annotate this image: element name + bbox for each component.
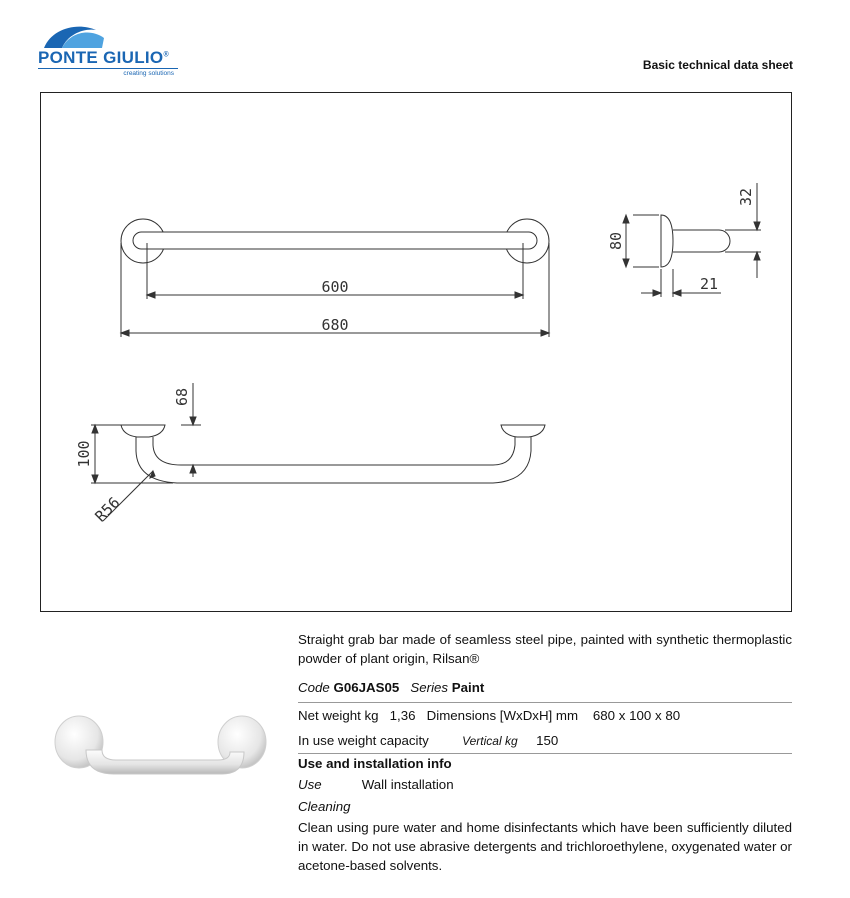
dim-r56: R56 — [91, 493, 124, 526]
dim-100: 100 — [75, 440, 93, 468]
cleaning-text: Clean using pure water and home disinfectants which have been sufficiently diluted in water. Do not use abrasive detergents and trichloroethylene, oxygenated water or acetone-based solvents. — [298, 820, 792, 873]
weight-label: Net weight kg — [298, 708, 379, 723]
dim-21: 21 — [699, 275, 719, 293]
code-row — [298, 680, 792, 702]
use-value: Wall installation — [361, 777, 454, 792]
dimensions-label: Dimensions [WxDxH] mm — [426, 708, 579, 723]
logo-wordmark: PONTE GIULIO® — [38, 48, 169, 67]
dim-32: 32 — [737, 187, 755, 207]
dimensions-value: 680 x 100 x 80 — [592, 708, 681, 723]
product-info — [298, 630, 792, 875]
cleaning-label: Cleaning — [298, 799, 351, 814]
vertical-label: Vertical kg — [462, 734, 518, 748]
dim-600: 600 — [321, 278, 349, 296]
code-label: Code — [298, 680, 330, 695]
logo-wave-icon — [38, 22, 180, 50]
use-row — [298, 774, 792, 796]
product-photo — [46, 710, 276, 782]
dim-680: 680 — [321, 316, 349, 334]
capacity-row — [298, 728, 792, 753]
product-description: Straight grab bar made of seamless steel pipe, painted with synthetic thermoplastic powder of plant origin, Rilsan® — [298, 632, 792, 666]
capacity-label: In use weight capacity — [298, 733, 429, 748]
grab-bar-image — [46, 710, 276, 782]
weight-row — [298, 703, 792, 728]
technical-drawing — [40, 92, 792, 612]
vertical-value: 150 — [536, 733, 559, 748]
drawing-canvas — [41, 93, 793, 613]
use-label: Use — [298, 777, 322, 792]
section-title: Use and installation info — [298, 756, 452, 771]
bottom-view — [91, 383, 545, 521]
series-value: Paint — [451, 680, 485, 695]
brand-logo — [38, 22, 180, 82]
dim-68: 68 — [173, 387, 191, 407]
sheet-title: Basic technical data sheet — [642, 58, 793, 72]
code-value: G06JAS05 — [333, 680, 400, 695]
weight-value: 1,36 — [389, 708, 416, 723]
logo-tagline: creating solutions — [123, 70, 174, 77]
series-label: Series — [410, 680, 449, 695]
dim-80: 80 — [607, 231, 625, 251]
logo-divider — [38, 68, 178, 69]
